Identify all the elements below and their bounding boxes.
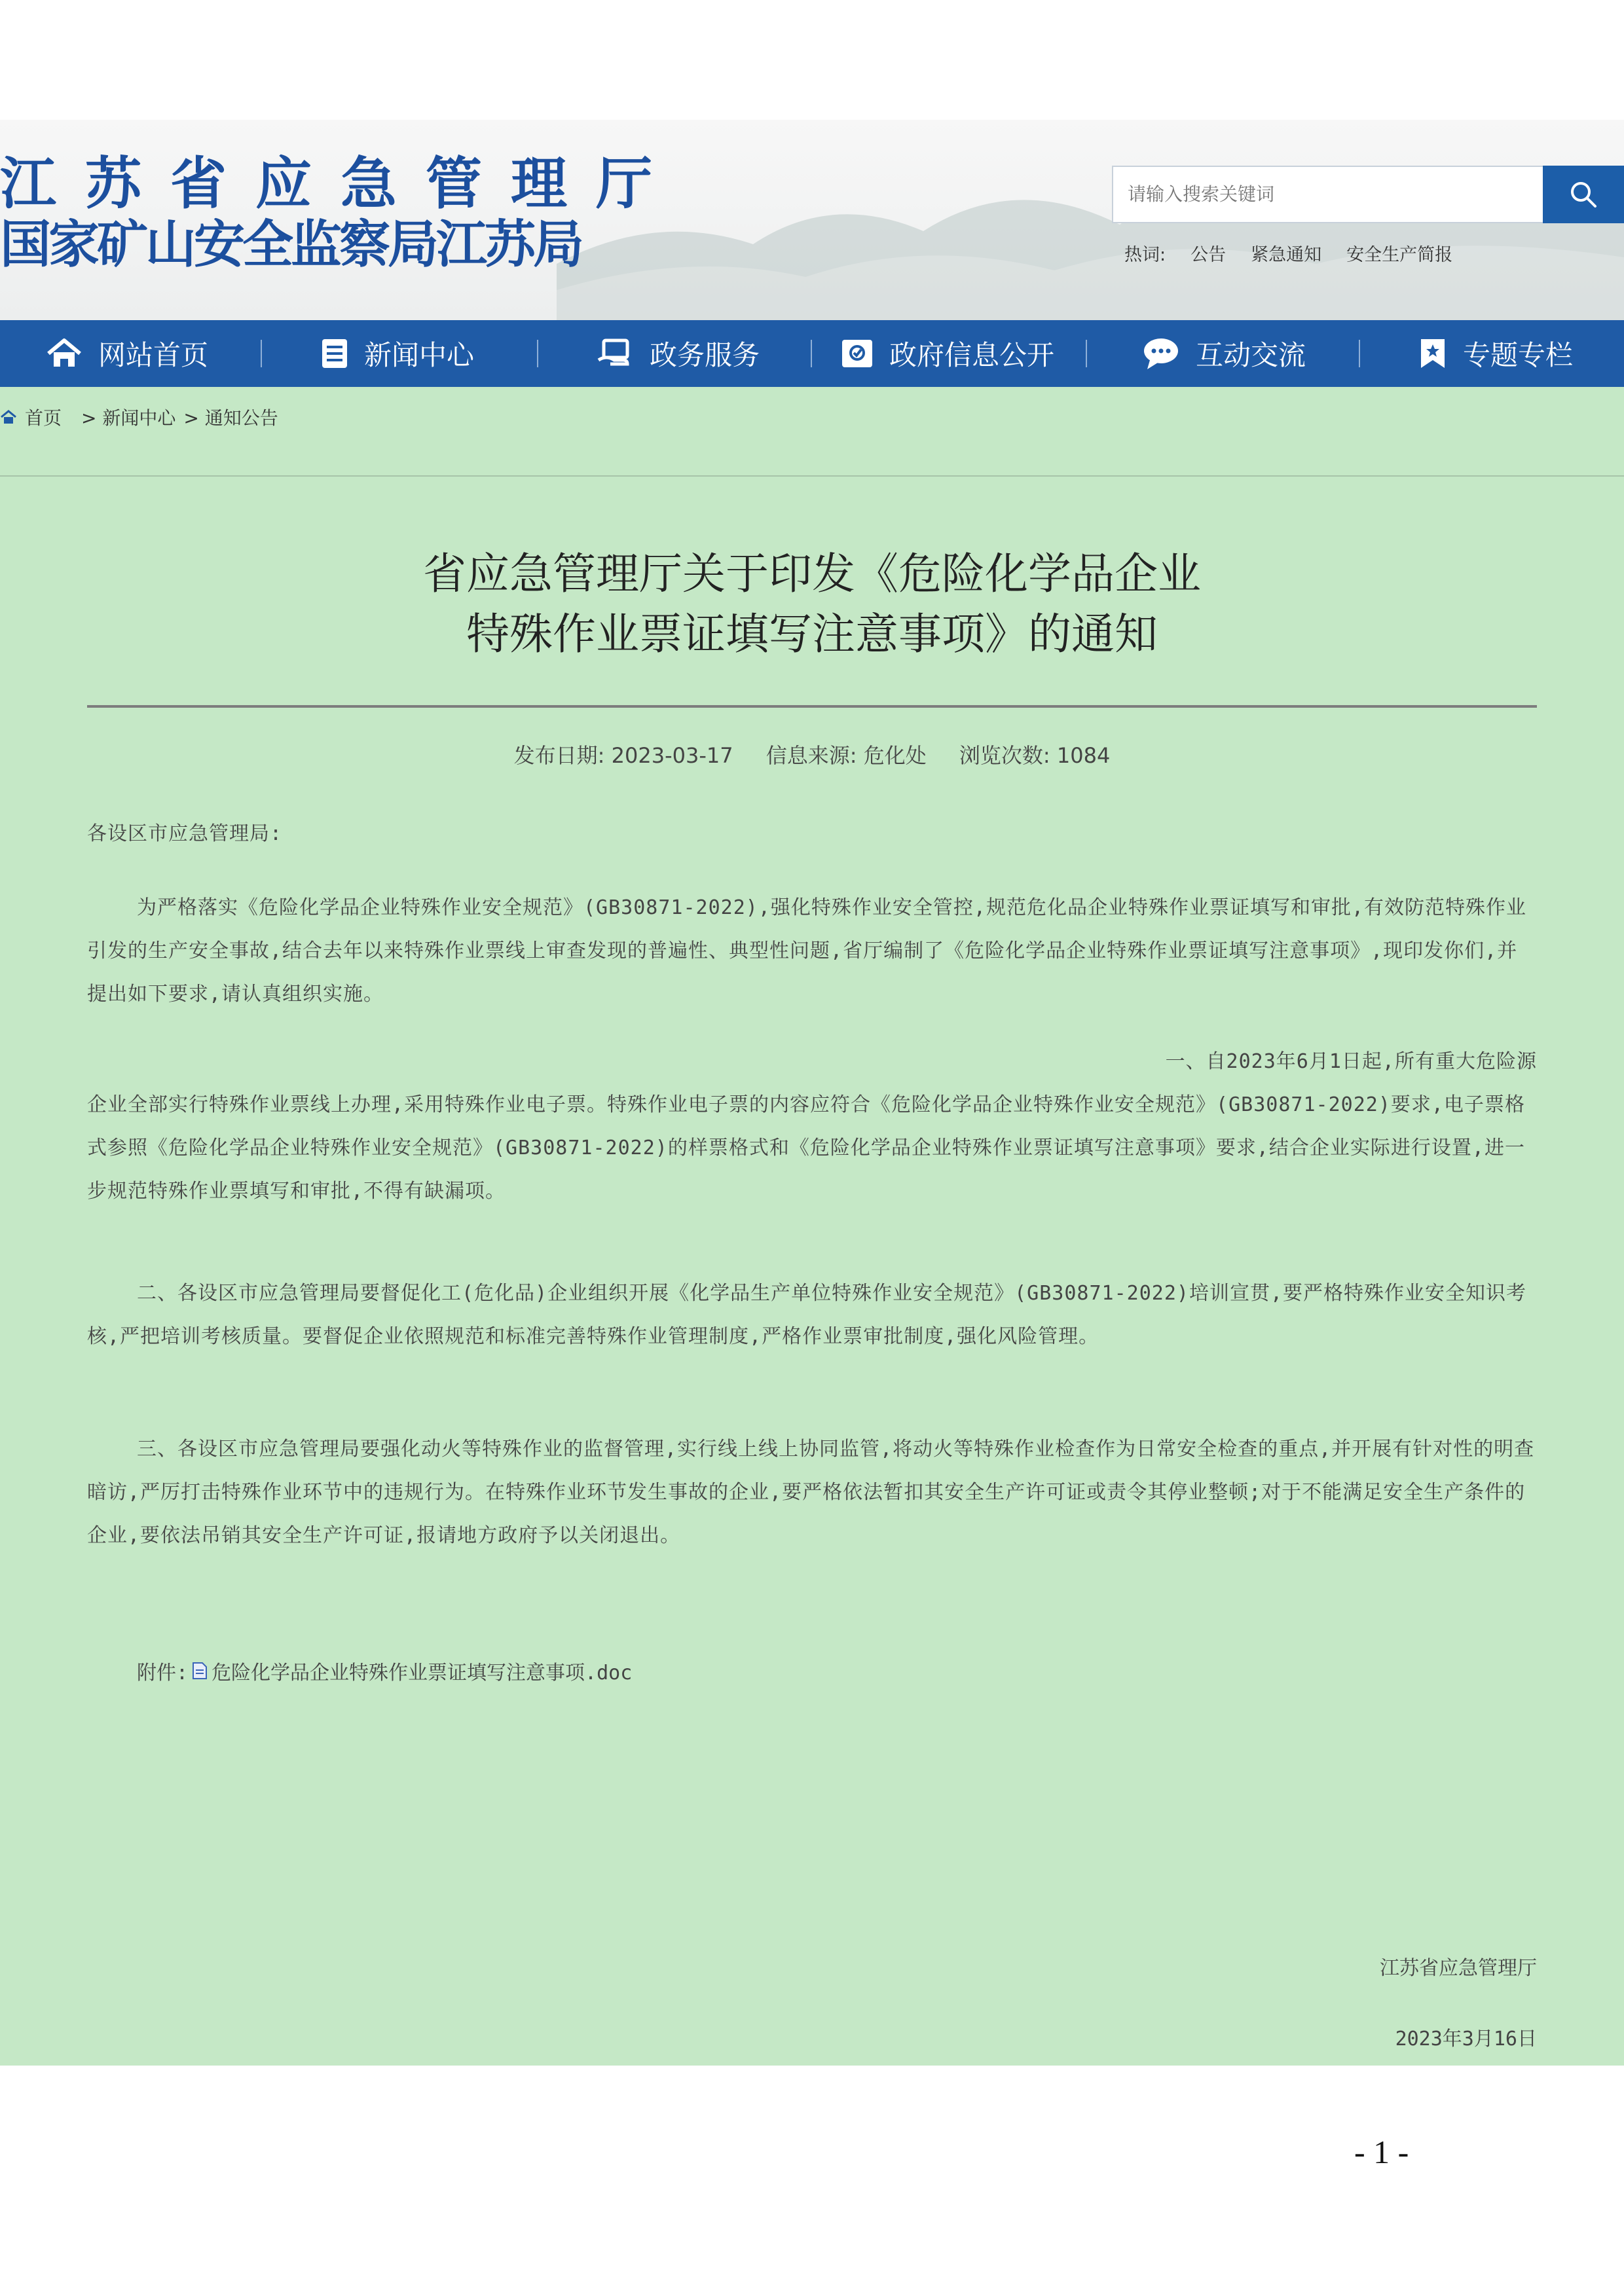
nav-item-label: 新闻中心 (364, 339, 475, 371)
paragraph-two: 二、各设区市应急管理局要督促化工(危化品)企业组织开展《化学品生产单位特殊作业安全规范》(GB30871-2022)培训宣贯,要严格特殊作业安全知识考核,严把培训考核质量。要督促企业依照规范和标准完善特殊作业管理制度,严格作业票审批制度,强化风险管理。 (87, 1282, 1527, 1348)
main-nav (0, 320, 1624, 387)
bookmark-icon (1418, 338, 1447, 369)
article-meta (0, 739, 1624, 769)
breadcrumb-divider (0, 475, 1624, 477)
nav-item-label: 专题专栏 (1463, 339, 1574, 371)
nav-item-label: 互动交流 (1196, 339, 1306, 371)
site-subtitle: 国家矿山安全监察局江苏局 (0, 215, 582, 274)
hotword-link[interactable]: 紧急通知 (1251, 245, 1322, 265)
site-name: 江苏省应急管理厅 (0, 151, 681, 217)
nav-divider (261, 340, 262, 367)
nav-divider (811, 340, 812, 367)
view-count: 浏览次数: 1084 (959, 743, 1111, 768)
nav-divider (1086, 340, 1087, 367)
attachment-link[interactable]: 危险化学品企业特殊作业票证填写注意事项.doc (212, 1662, 633, 1685)
info-source: 信息来源: 危化处 (766, 743, 927, 768)
nav-item-label: 政务服务 (650, 339, 760, 371)
nav-item-label: 政府信息公开 (889, 339, 1055, 371)
paragraph-one (87, 1040, 1537, 1213)
home-icon (0, 410, 17, 424)
title-line: 特殊作业票证填写注意事项》的通知 (466, 609, 1158, 659)
title-divider (87, 705, 1537, 708)
nav-item-special[interactable] (1418, 320, 1573, 387)
chat-icon (1142, 337, 1180, 371)
mountain-background (557, 133, 1624, 320)
article-title (0, 544, 1624, 665)
signature-organization: 江苏省应急管理厅 (1380, 1957, 1537, 1980)
webpage-screenshot (0, 120, 1624, 2066)
service-icon (597, 338, 634, 369)
nav-item-news[interactable] (321, 320, 474, 387)
search-button[interactable] (1543, 166, 1624, 223)
title-line: 省应急管理厅关于印发《危险化学品企业 (423, 549, 1201, 599)
salutation: 各设区市应急管理局: (87, 822, 283, 845)
hotwords-label: 热词: (1124, 245, 1166, 265)
document-icon (192, 1662, 208, 1680)
breadcrumb-notices[interactable]: > 通知公告 (183, 407, 278, 429)
nav-divider (537, 340, 538, 367)
nav-item-info[interactable] (841, 320, 1054, 387)
hotwords (1124, 240, 1452, 266)
breadcrumb-home[interactable]: 首页 (25, 407, 62, 429)
breadcrumb (0, 401, 278, 433)
publish-date: 发布日期: 2023-03-17 (513, 743, 733, 768)
page-number: - 1 - (1354, 2134, 1409, 2170)
paragraph-three: 三、各设区市应急管理局要强化动火等特殊作业的监督管理,实行线上线上协同监管,将动火等特殊作业检查作为日常安全检查的重点,并开展有针对性的明查暗访,严厉打击特殊作业环节中的违规行为。在特殊作业环节发生事故的企业,要严格依法暂扣其安全生产许可证或责令其停业整顿;对于不能满足安全生产条件的企业,要依法吊销其安全生产许可证,报请地方政府予以关闭退出。 (87, 1438, 1535, 1547)
news-icon (321, 338, 348, 369)
nav-item-label: 网站首页 (98, 339, 209, 371)
breadcrumb-news[interactable]: > 新闻中心 (81, 407, 176, 429)
hotword-link[interactable]: 公告 (1190, 245, 1227, 265)
attachment-label: 附件: (137, 1662, 189, 1685)
search-icon (1569, 180, 1598, 209)
nav-divider (1359, 340, 1360, 367)
nav-item-service[interactable] (597, 320, 760, 387)
paragraph-one-head: 一、自2023年6月1日起,所有重大危险源 (1165, 1050, 1537, 1073)
site-header (0, 120, 1624, 320)
hotword-link[interactable]: 安全生产简报 (1346, 245, 1453, 265)
attachment (137, 1656, 632, 1685)
nav-item-home[interactable] (46, 320, 208, 387)
nav-item-interaction[interactable] (1142, 320, 1306, 387)
paragraph-one-body: 企业全部实行特殊作业票线上办理,采用特殊作业电子票。特殊作业电子票的内容应符合《危险化学品企业特殊作业安全规范》(GB30871-2022)要求,电子票格式参照《危险化学品企业特殊作业安全规范》(GB30871-2022)的样票格式和《危险化学品企业特殊作业票证填写注意事项》要求,结合企业实际进行设置,进一步规范特殊作业票填写和审批,不得有缺漏项。 (87, 1093, 1525, 1203)
signature-date: 2023年3月16日 (1395, 2028, 1537, 2050)
search-input[interactable] (1112, 166, 1544, 223)
info-icon (841, 338, 874, 369)
paragraph-intro: 为严格落实《危险化学品企业特殊作业安全规范》(GB30871-2022),强化特殊作业安全管控,规范危化品企业特殊作业票证填写和审批,有效防范特殊作业引发的生产安全事故,结合去年以来特殊作业票线上审查发现的普遍性、典型性问题,省厅编制了《危险化学品企业特殊作业票证填写注意事项》,现印发你们,并提出如下要求,请认真组织实施。 (87, 896, 1527, 1006)
home-icon (46, 338, 83, 369)
